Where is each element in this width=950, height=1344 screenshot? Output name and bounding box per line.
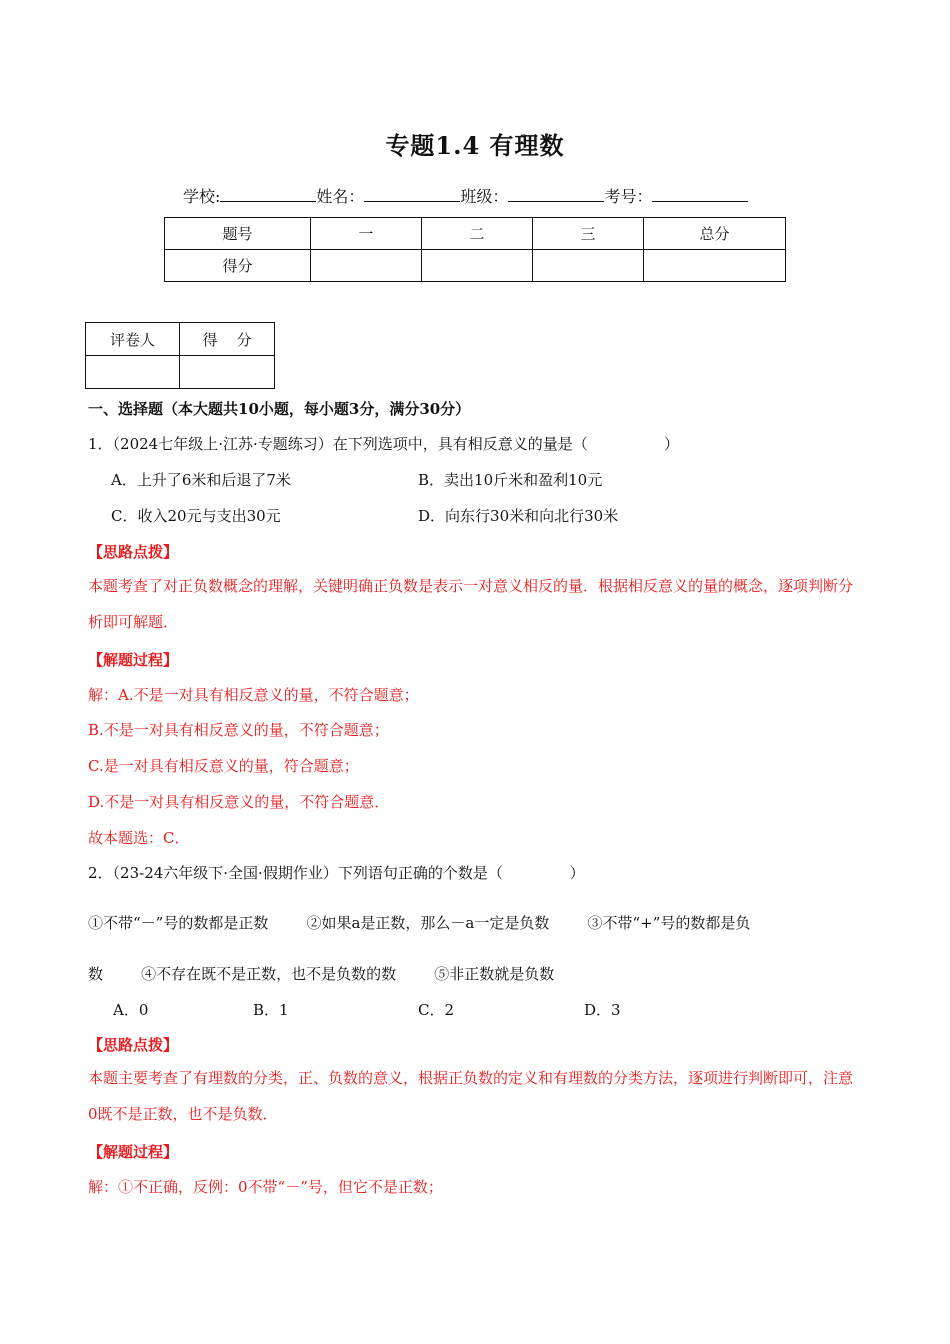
score-row-label: 得分: [165, 250, 311, 282]
q2-statements-line: ①不带“－”号的数都是正数 ②如果a是正数，那么－a一定是负数 ③不带“+”号的数都是负: [88, 914, 751, 932]
score-header-cell: 三: [533, 218, 644, 250]
name-blank[interactable]: [364, 187, 460, 202]
class-label: 班级：: [460, 187, 509, 206]
q1-solution-line: 故本题选：C．: [88, 829, 190, 847]
q1-solution-label: 【解题过程】: [88, 651, 179, 669]
name-label: 姓名：: [316, 187, 365, 206]
grader-table: [85, 322, 275, 389]
score-header-cell: 题号: [165, 218, 311, 250]
score-header-cell: 总分: [644, 218, 786, 250]
q1-solution-line: C.是一对具有相反意义的量，符合题意；: [88, 757, 359, 775]
score-cell[interactable]: [644, 250, 786, 282]
score-cell[interactable]: [533, 250, 644, 282]
q2-hint-label: 【思路点拨】: [88, 1036, 179, 1054]
q2-option-a: A．0: [113, 1001, 149, 1019]
q2-option-d: D．3: [584, 1001, 621, 1019]
q1-solution-line: B.不是一对具有相反意义的量，不符合题意；: [88, 721, 389, 739]
q1-hint-text: 本题考查了对正负数概念的理解，关键明确正负数是表示一对意义相反的量．根据相反意义的量的概念，逐项判断分析即可解题．: [88, 577, 854, 631]
q2-solution-label: 【解题过程】: [88, 1143, 179, 1161]
q2-statements-line: 数 ④不存在既不是正数，也不是负数的数 ⑤非正数就是负数: [88, 965, 555, 983]
class-blank[interactable]: [508, 187, 604, 202]
question-2-stem: 2．（23-24六年级下·全国·假期作业）下列语句正确的个数是（ ）: [88, 864, 585, 882]
score-table-header-row: [165, 218, 786, 250]
score-header-cell: 一: [311, 218, 422, 250]
grader-cell[interactable]: [86, 356, 180, 389]
score-table-score-row: [165, 250, 786, 282]
score-cell[interactable]: [422, 250, 533, 282]
question-1-stem: 1．（2024七年级上·江苏·专题练习）在下列选项中，具有相反意义的量是（ ）: [88, 435, 680, 453]
score-header-cell: 二: [422, 218, 533, 250]
q1-solution-line: 解：A.不是一对具有相反意义的量，不符合题意；: [88, 686, 419, 704]
school-blank[interactable]: [220, 187, 316, 202]
q1-option-c: C．收入20元与支出30元: [111, 507, 281, 525]
grader-cell[interactable]: [180, 356, 275, 389]
exam-no-label: 考号：: [604, 187, 653, 206]
grader-header-cell: 评卷人: [86, 323, 180, 356]
page-title: 专题1.4 有理数: [385, 131, 565, 160]
q1-option-b: B．卖出10斤米和盈利10元: [418, 471, 603, 489]
q2-hint-text: 本题主要考查了有理数的分类，正、负数的意义，根据正负数的定义和有理数的分类方法，逐项进行判断即可，注意0既不是正数，也不是负数．: [88, 1069, 854, 1123]
q1-option-a: A．上升了6米和后退了7米: [111, 471, 291, 489]
q1-option-d: D．向东行30米和向北行30米: [418, 507, 619, 525]
q2-option-c: C．2: [418, 1001, 455, 1019]
score-table: [164, 217, 786, 282]
q2-option-b: B．1: [253, 1001, 289, 1019]
q2-solution-line: 解：①不正确，反例：0不带“－”号，但它不是正数；: [88, 1178, 443, 1196]
school-label: 学校:: [183, 187, 221, 206]
section-title: 一、选择题（本大题共10小题，每小题3分，满分30分）: [88, 400, 471, 418]
q1-hint-label: 【思路点拨】: [88, 543, 179, 561]
score-cell[interactable]: [311, 250, 422, 282]
grader-header-cell: 得 分: [180, 323, 275, 356]
q1-solution-line: D.不是一对具有相反意义的量，不符合题意．: [88, 793, 390, 811]
exam-no-blank[interactable]: [652, 187, 748, 202]
student-info-line: [183, 184, 748, 207]
